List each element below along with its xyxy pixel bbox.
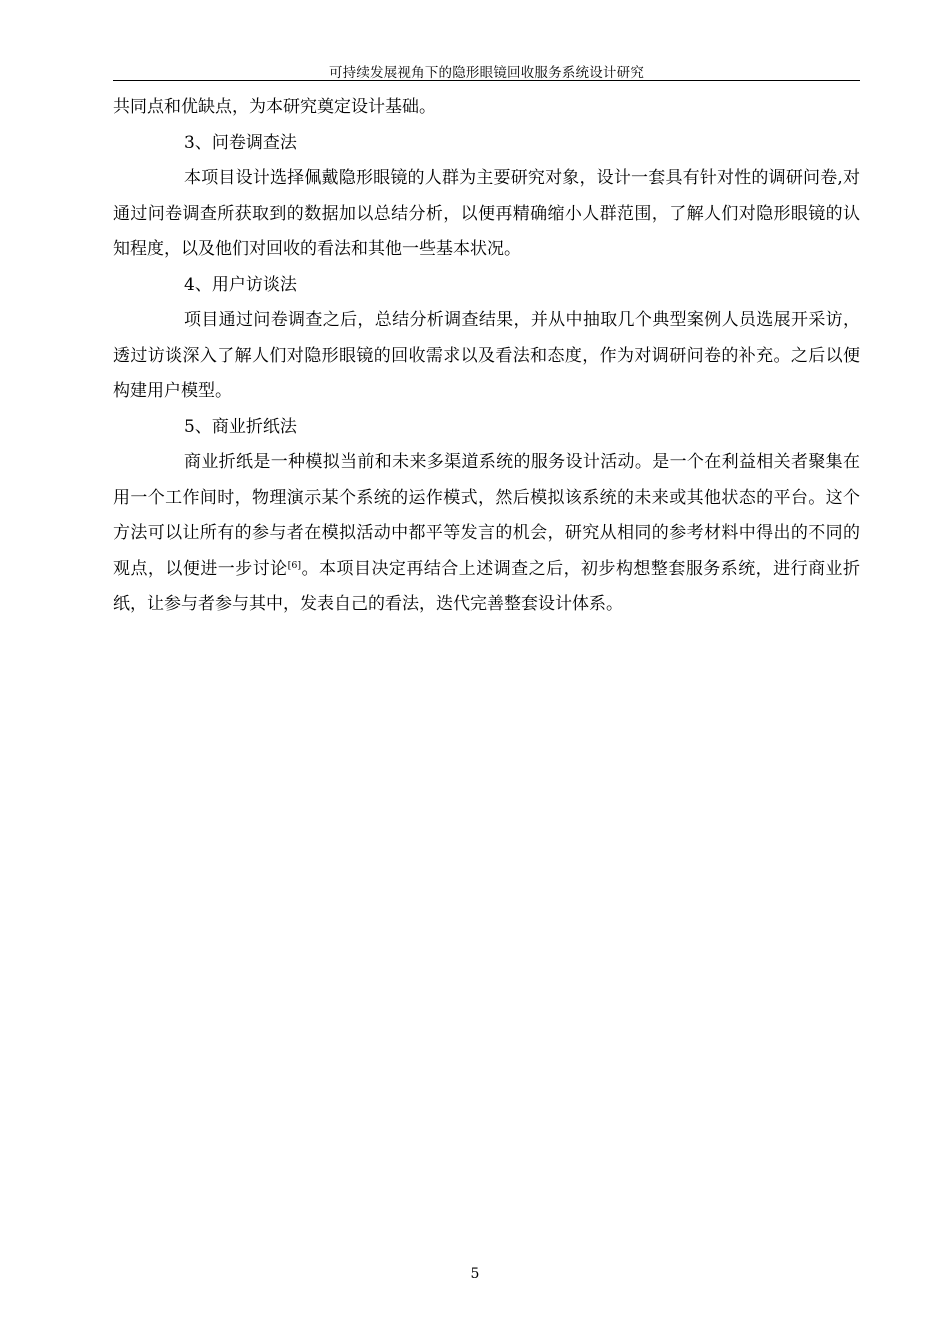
continuation-paragraph: 共同点和优缺点，为本研究奠定设计基础。 <box>113 97 436 117</box>
paragraph-business-origami <box>113 445 860 623</box>
paragraph-questionnaire: 本项目设计选择佩戴隐形眼镜的人群为主要研究对象，设计一套具有针对性的调研问卷,对通过问卷调查所获取到的数据加以总结分析，以便再精确缩小人群范围，了解人们对隐形眼镜的认知程度，以及他们对回收的看法和其他一些基本状况。 <box>113 168 860 259</box>
paragraph-business-origami-part2: 。本项目决定再结合上述调查之后，初步构想整套服务系统，进行商业折纸，让参与者参与其中，发表自己的看法，迭代完善整套设计体系。 <box>113 558 861 614</box>
section-heading-user-interview: 4、用户访谈法 <box>184 274 297 295</box>
paragraph-user-interview: 项目通过问卷调查之后，总结分析调查结果，并从中抽取几个典型案例人员选展开采访，透过访谈深入了解人们对隐形眼镜的回收需求以及看法和态度，作为对调研问卷的补充。之后以便构建用户模型。 <box>113 310 860 401</box>
paragraph-business-origami-part1: 商业折纸是一种模拟当前和未来多渠道系统的服务设计活动。是一个在利益相关者聚集在用一个工作间时，物理演示某个系统的运作模式，然后模拟该系统的未来或其他状态的平台。这个方法可以让所有的参与者在模拟活动中都平等发言的机会，研究从相同的参考材料中得出的不同的观点，以便进一步讨论 <box>113 452 860 579</box>
header-rule <box>113 80 860 81</box>
page-number: 5 <box>470 1266 480 1282</box>
running-header: 可持续发展视角下的隐形眼镜回收服务系统设计研究 <box>328 65 645 81</box>
main-body <box>113 90 860 623</box>
citation-reference[interactable]: [6] <box>287 559 302 571</box>
section-heading-questionnaire: 3、问卷调查法 <box>184 132 297 153</box>
section-heading-business-origami: 5、商业折纸法 <box>184 416 297 437</box>
